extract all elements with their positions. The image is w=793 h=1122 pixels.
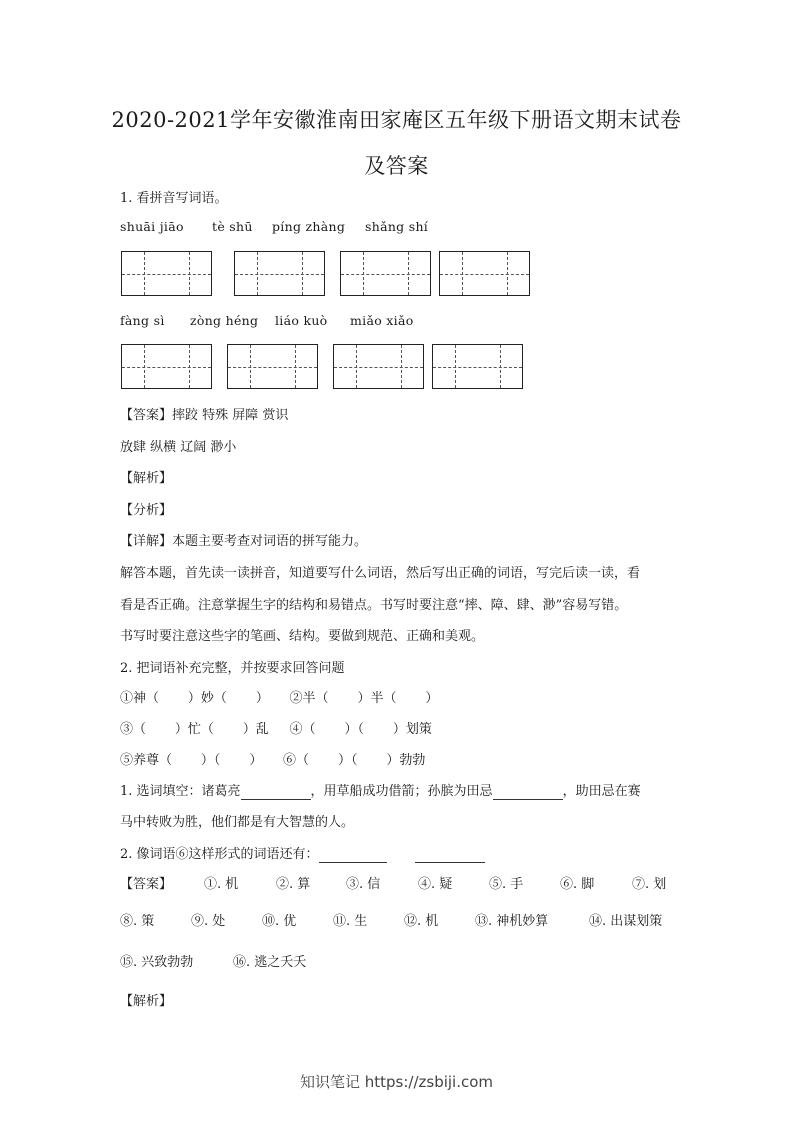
writing-box-1[interactable]: [121, 251, 212, 296]
writing-box-8[interactable]: [432, 344, 523, 389]
answer-item: ⑬. 神机妙算: [475, 914, 549, 929]
q1-jiexi: 【解析】: [120, 471, 173, 486]
q2-sub1-line2: 马中转败为胜，他们都是有大智慧的人。: [120, 815, 355, 830]
question-1-label: 1. 看拼音写词语。: [120, 191, 228, 206]
q2-sub1-part-c: ，助田忌在赛: [562, 784, 641, 799]
q2-sub2-line: [120, 843, 485, 863]
pinyin-2: tè shū: [212, 219, 253, 234]
q1-detail-line1: 【详解】本题主要考查对词语的拼写能力。: [120, 534, 368, 549]
pinyin-3: píng zhàng: [272, 219, 346, 234]
q1-fenxi: 【分析】: [120, 503, 173, 518]
answer-item: ⑧. 策: [120, 914, 155, 929]
q2-jiexi: 【解析】: [120, 994, 173, 1009]
blank-3[interactable]: [319, 847, 387, 863]
q1-answer-line2: 放肆 纵横 辽阔 渺小: [120, 440, 237, 455]
pinyin-5: fàng sì: [120, 313, 165, 328]
page-title-line2: 及答案: [364, 154, 429, 178]
q1-detail-line4: 书写时要注意这些字的笔画、结构。要做到规范、正确和美观。: [120, 629, 485, 644]
pinyin-4: shǎng shí: [365, 219, 429, 234]
page-title: 2020-2021学年安徽淮南田家庵区五年级下册语文期末试卷: [111, 108, 682, 132]
blank-1[interactable]: [241, 784, 311, 800]
question-2-label: 2. 把词语补充完整，并按要求回答问题: [120, 661, 345, 676]
answer-item: ⑨. 处: [191, 914, 226, 929]
writing-box-3[interactable]: [340, 251, 431, 296]
writing-box-6[interactable]: [227, 344, 318, 389]
q2-row1: ①神（ ）妙（ ） ②半（ ）半（ ）: [120, 691, 439, 706]
pinyin-6: zòng héng: [190, 313, 259, 328]
answer-item: ⑪. 生: [333, 914, 368, 929]
q2-sub1-line1: [120, 780, 641, 800]
pinyin-7: liáo kuò: [275, 313, 328, 328]
answer-item: ⑫. 机: [404, 914, 439, 929]
answer-item: ⑥. 脚: [560, 877, 595, 892]
answer-item: ⑩. 优: [262, 914, 297, 929]
answer-item: ③. 信: [346, 877, 381, 892]
q1-detail-line2: 解答本题，首先读一读拼音，知道要写什么词语，然后写出正确的词语，写完后读一读，看: [120, 566, 641, 581]
pinyin-1: shuāi jiāo: [120, 219, 184, 234]
writing-box-7[interactable]: [333, 344, 424, 389]
pinyin-8: miǎo xiǎo: [350, 313, 414, 328]
q1-answer-line1: 【答案】摔跤 特殊 屏障 赏识: [120, 408, 289, 423]
q2-row3: ⑤养尊（ ）（ ） ⑥（ ）（ ）勃勃: [120, 753, 426, 768]
writing-box-4[interactable]: [439, 251, 530, 296]
answer-item: ⑯. 逃之夭夭: [233, 955, 307, 970]
q2-sub1-part-a: 1. 选词填空：诸葛亮: [120, 784, 241, 799]
q2-answer-label: 【答案】: [120, 877, 173, 892]
answer-item: ⑭. 出谋划策: [589, 914, 663, 929]
blank-2[interactable]: [493, 784, 563, 800]
answer-item: ⑤. 手: [489, 877, 524, 892]
writing-box-2[interactable]: [234, 251, 325, 296]
answer-item: ②. 算: [276, 877, 311, 892]
blank-4[interactable]: [415, 847, 485, 863]
q1-detail-line3: 看是否正确。注意掌握生字的结构和易错点。书写时要注意“摔、障、肆、渺”容易写错。: [120, 598, 628, 613]
answer-item: ①. 机: [204, 877, 239, 892]
answer-item: ⑮. 兴致勃勃: [120, 955, 194, 970]
writing-box-5[interactable]: [121, 344, 212, 389]
q2-sub2-text: 2. 像词语⑥这样形式的词语还有：: [120, 847, 319, 862]
q2-row2: ③（ ）忙（ ）乱 ④（ ）（ ）划策: [120, 722, 432, 737]
answer-item: ④. 疑: [418, 877, 453, 892]
answer-item: ⑦. 划: [632, 877, 667, 892]
footer-watermark: 知识笔记 https://zsbiji.com: [299, 1073, 494, 1091]
q2-sub1-part-b: ，用草船成功借箭；孙膑为田忌: [310, 784, 493, 799]
